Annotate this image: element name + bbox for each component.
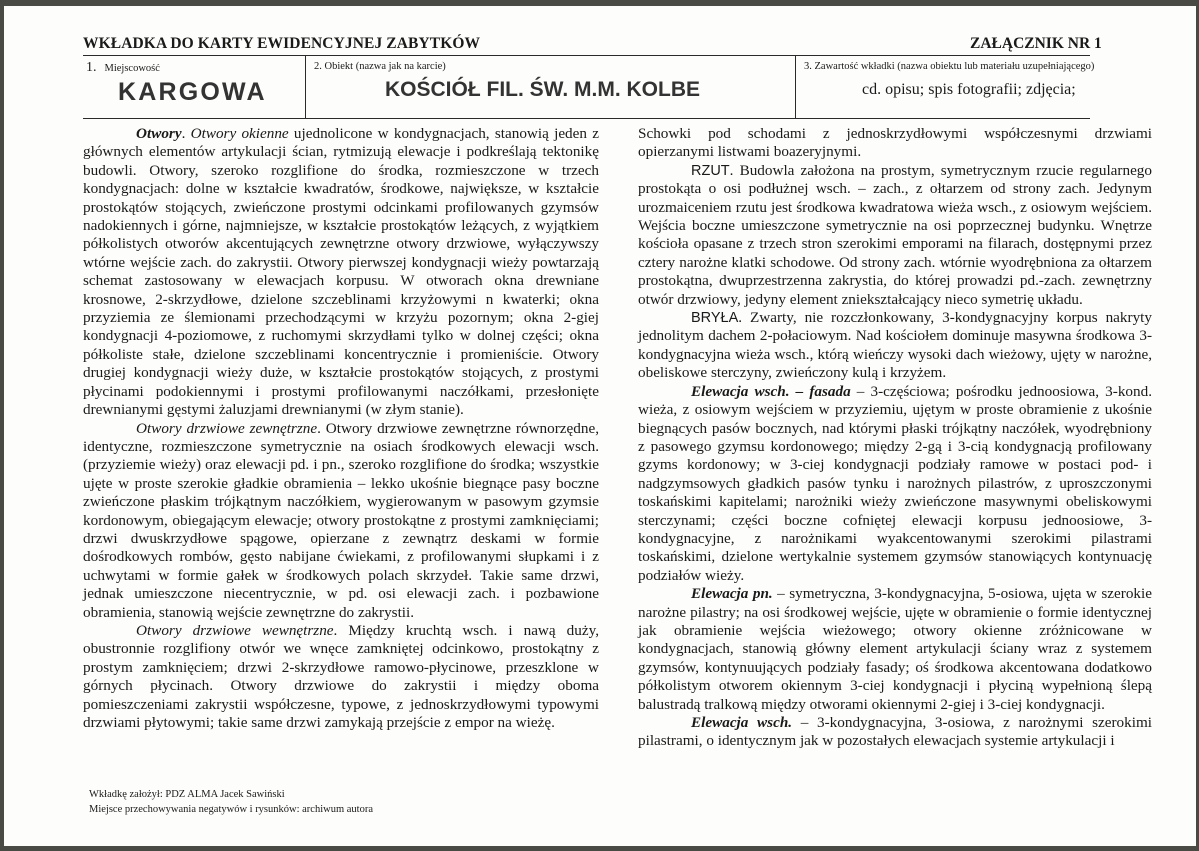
footer-storage: Miejsce przechowywania negatywów i rysunków: archiwum autora (89, 804, 373, 815)
object-value: KOŚCIÓŁ FIL. ŚW. M.M. KOLBE (385, 78, 700, 101)
section-heading: RZUT (691, 162, 730, 179)
paragraph-window-openings (83, 125, 599, 420)
subsection-heading: Elewacja wsch. – fasada (691, 382, 851, 400)
document-page (4, 6, 1196, 846)
header-divider-2 (795, 55, 796, 118)
right-text-column (638, 125, 1152, 751)
header-top-rule (83, 55, 1090, 56)
content-value: cd. opisu; spis fotografii; zdjęcia; (862, 81, 1076, 98)
footer (89, 787, 373, 817)
paragraph-text: ujednolicone w kondygnacjach, stanowią jeden z głównych elementów artykulacji ścian, rytmizują elewacje i podkreślają tektonikę budowli. Otwory, szeroko rozglifione do środka, rozmieszczone w trzech kondygnacjach: dolne w kształcie kwadratów, środkowe, największe, w kształcie prostokątów stojących, zwieńczone prostymi odcinkami profilowanych gzymsów nadokiennych i górne, najmniejsze, w kształcie prostokątów leżących, z wyjątkiem półkolistych otworów akcentujących zewnętrzne otwory drzwiowe, wyłączywszy wtórne wejście zach. do zakrystii. Otwory pierwszej kondygnacji wieży powtarzają schemat zastosowany w elewacjach korpusu. W otworach okna drewniane krosnowe, 2-skrzydłowe, dzielone szczeblinami krzyżowymi n kwaterki; okna przyziemia ze ślemionami przechodzącymi w krzyżu pozornym; okna 2-giej kondygnacji 4-poziomowe, z ruchomymi skrzydłami tylko w dolnej części; okna półkoliste stałe, dzielone szczeblinami koncentrycznie i promieniście. Otwory drugiej kondygnacji wieży duże, w kształcie prostokątów stojących, z prostymi płycinami podokiennymi i prostymi profilowanymi naczółkami, przesłonięte drewnianymi gęstymi żaluzjami drewnianymi (w złym stanie). (83, 125, 599, 419)
object-field-label: 2. Obiekt (nazwa jak na karcie) (314, 61, 446, 72)
paragraph-east-elevation (638, 714, 1152, 751)
section-heading: BRYŁA (691, 310, 739, 327)
footer-author: Wkładkę założył: PDZ ALMA Jacek Sawiński (89, 789, 285, 800)
separator: . (181, 125, 191, 142)
paragraph-text: . Zwarty, nie rozczłonkowany, 3-kondygnacyjny korpus nakryty jednolitym dachem 2-połaciowym. Nad kościołem dominuje masywna środkowa 3-kondygnacyjna wieża wsch., którą wieńczy wysoki dach wieżowy, ujęty w narożne, obeliskowe sterczyny, zwieńczony kulą i krzyżem. (638, 309, 1152, 382)
subsection-heading: Otwory drzwiowe wewnętrzne (136, 621, 334, 639)
paragraph-text: – symetryczna, 3-kondygnacyjna, 5-osiowa, ujęta w szerokie narożne pilastry; na osi środkowej wejście, ujęte w obramienie o formie identycznej jak obramienie wejścia wieżowego; otwory okienne zróżnicowane w kondygnacjach, stanowią główny element artykulacji ściany wraz z systemem gzymsów, kontynuujących podziały fasady; oś środkowa akcentowana dodatkowo półkolistym otworem okiennym 3-ciej kondygnacji i płyciną wypełnioną ślepą balustradą tralkową między otworami okiennymi 2-giej i 3-ciej kondygnacji. (638, 585, 1152, 713)
place-value: KARGOWA (118, 78, 267, 106)
content-field-label: 3. Zawartość wkładki (nazwa obiektu lub materiału uzupełniającego) (804, 61, 1095, 72)
paragraph-text: – 3-częściowa; pośrodku jednoosiowa, 3-kond. wieża, z osiowym wejściem w przyziemiu, ujętym w proste obramienie z ukośnie biegnących pasów bocznych, nad którymi płaski trójkątny naczółek, wyodrębniony z pasowego gzymsu kordonowego; między 2-gą i 3-cią kondygnacją profilowany gzyms kordonowy; w 3-ciej kondygnacji podziały ramowe w postaci pod- i nadgzymsowych gładkich pasów tynku i narożnych pilastrów, z uproszczonymi toskańskimi kapitelami; narożniki wieży zwieńczone masywnymi obeliskowymi sterczynami; części boczne cofniętej elewacji korpusu jednoosiowe, 3-kondygnacyjne, z narożnikami wyakcentowanymi szerokimi pilastrami toskańskimi, dzielone wertykalnie systemem gzymsów stanowiących kontynuację podziałów wieży. (638, 382, 1152, 584)
paragraph-text: Schowki pod schodami z jednoskrzydłowymi współczesnymi drzwiami opierzanymi listwami boazeryjnymi. (638, 125, 1152, 161)
subsection-heading: Elewacja wsch. (691, 714, 793, 731)
place-field-label (86, 60, 160, 76)
place-field-number: 1. (86, 60, 97, 75)
header-bottom-rule (83, 118, 1090, 119)
paragraph-exterior-doors (83, 420, 599, 622)
paragraph-interior-doors (83, 622, 599, 732)
subsection-heading: Otwory okienne (190, 125, 289, 142)
document-title: WKŁADKA DO KARTY EWIDENCYJNEJ ZABYTKÓW (83, 35, 481, 52)
annex-label: ZAŁĄCZNIK NR 1 (970, 35, 1102, 52)
paragraph-massing (638, 309, 1152, 383)
subsection-heading: Otwory drzwiowe zewnętrzne (136, 419, 318, 437)
paragraph-text: . Budowla założona na prostym, symetrycznym rzucie regularnego prostokąta o osi podłużnej wsch. – zach., z ołtarzem od strony zach. Jedynym urozmaiceniem rzutu jest środkowa kwadratowa wieża wsch., z osiowym wejściem. Wejścia boczne umieszczone symetrycznie na osi poprzecznej budynku. Wnętrze kościoła opasane z trzech stron szerokimi emporami na filarach, dostępnymi przez cztery narożne klatki schodowe. Od strony zach. wtórnie wyodrębniona za ołtarzem prostokątna, dwuprzestrzenna zakrystia, do której prowadzi pd.-zach. zewnętrzny otwór drzwiowy, jedyny element zniekształcający nieco symetrię układu. (638, 161, 1152, 308)
left-text-column (83, 125, 599, 732)
paragraph-text: . Otwory drzwiowe zewnętrzne równorzędne, identyczne, rozmieszczone symetrycznie na osiach środkowych elewacji wsch. (przyziemie wieży) oraz elewacji pd. i pn., szeroko rozglifione do środka; wszystkie ujęte w proste szerokie gładkie obramienia – lekko ukośnie biegnące pasy boczne zwieńczone płaskim trójkątnym naczółkiem, wygierowanym w pasowym gzymsie kordonowym, obiegającym elewacje; otwory prostokątne z prostymi zamknięciami; drzwi dwuskrzydłowe spągowe, opierzane z zewnątrz deskami w formie dośrodkowych rombów, gęsto nabijane ćwiekami, z profilowanymi słupkami i z uchwytami w formie gałek w środkowych polach skrzydeł. Takie same drzwi, jednak umieszczone niecentrycznie, w pd. osi elewacji zach. i pozbawione obramienia, stanowią wejście zewnętrzne do zakrystii. (83, 419, 599, 621)
paragraph-plan (638, 162, 1152, 309)
paragraph-north-elevation (638, 585, 1152, 714)
paragraph-text: . Między kruchtą wsch. i nawą duży, obustronnie rozglifiony otwór we wnęce zamkniętej odcinkowo, prostokątny z prostym zamknięciem; drzwi 2-skrzydłowe ramowo-płycinowe, przeszklone w górnych płycinach. Otwory drzwiowe do zakrystii i między oboma pomieszczeniami zakrystii współczesne, typowe, z jednoskrzydłowymi typowymi drzwiami płytowymi; takie same drzwi zamykają przejście z empor na wieżę. (83, 621, 599, 731)
subsection-heading: Elewacja pn. (691, 585, 773, 603)
place-label-text: Miejscowość (104, 63, 160, 74)
section-heading: Otwory (136, 125, 182, 142)
paragraph-text: – 3-kondygnacyjna, 3-osiowa, z narożnymi szerokimi pilastrami, o identycznym jak w pozostałych elewacjach systemie artykulacji i (638, 714, 1152, 750)
paragraph-east-facade (638, 383, 1152, 585)
paragraph-closets (638, 125, 1152, 162)
header-divider-1 (305, 55, 306, 118)
